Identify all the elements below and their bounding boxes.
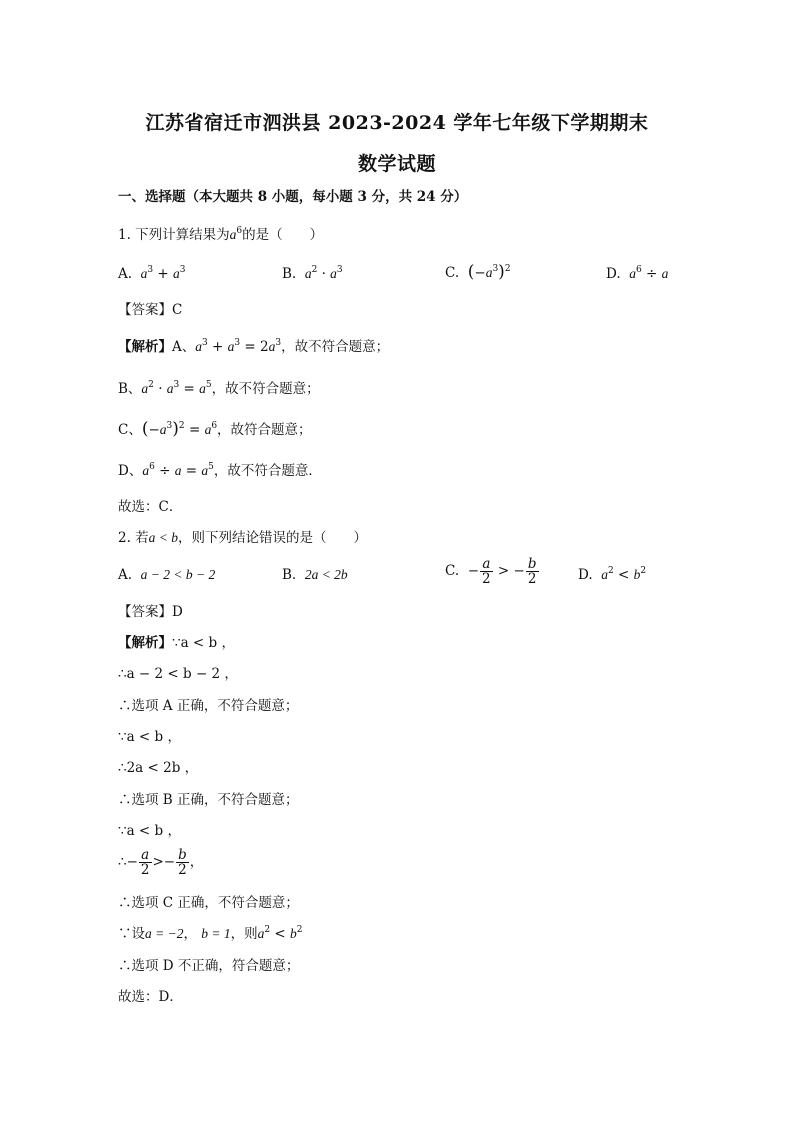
q1-answer: 【答案】C [118, 302, 183, 318]
q2-analysis-line-8: ∴− $\frac{a}{2}$ >− $\frac{b}{2}$ ， [118, 847, 204, 878]
document-subtitle: 数学试题 [357, 153, 436, 175]
q1-analysis-d: D、$a^6 \div a = a^5$，故不符合题意． [118, 462, 322, 479]
q1-analysis-a: 【解析】A、$a^3 + a^3 = 2a^3$，故不符合题意； [118, 338, 390, 355]
q1-analysis-b: B、$a^2 \cdot a^3 = a^5$，故不符合题意； [118, 380, 320, 397]
q1-analysis-c: C、$(-a^3)^2 = a^6$，故符合题意； [118, 419, 312, 439]
q1-conclusion: 故选：C． [118, 499, 183, 515]
document-title: 江苏省宿迁市泗洪县 2023-2024 学年七年级下学期期末 [145, 112, 649, 134]
q1-option-b: B. $a^2 \cdot a^3$ [282, 265, 343, 282]
q2-analysis-line-2: ∴a − 2 < b − 2 ， [118, 666, 238, 682]
q2-analysis-line-7: ∵a < b ， [118, 823, 181, 839]
q2-conclusion: 故选：D． [118, 989, 183, 1005]
section-heading: 一、选择题（本大题共 8 小题，每小题 3 分，共 24 分） [118, 189, 468, 205]
question-2-stem: 2. 若a < b，则下列结论错误的是（ ） [118, 530, 368, 546]
question-1-stem: 1. 下列计算结果为$a^6$的是（ ） [118, 226, 324, 243]
q2-analysis-line-10: ∵设a = −2， b = 1，则$a^2 < b^2$ [118, 925, 303, 942]
q2-option-b: B. 2a < 2b [282, 567, 348, 583]
q1-option-a: A. $a^3 + a^3$ [118, 265, 186, 282]
q2-analysis-line-6: ∴选项 B 正确，不符合题意； [118, 792, 299, 808]
q2-analysis-line-5: ∴2a < 2b ， [118, 760, 199, 776]
q2-analysis-line-3: ∴选项 A 正确，不符合题意； [118, 698, 299, 714]
q2-analysis-line-9: ∴选项 C 正确，不符合题意； [118, 895, 299, 911]
q2-answer: 【答案】D [118, 604, 183, 620]
q2-analysis-line-1: 【解析】∵a < b ， [118, 635, 235, 651]
q2-option-d: D. $a^2 < b^2$ [578, 566, 647, 583]
q1-option-d: D. $a^6 \div a$ [606, 265, 669, 282]
q2-option-a: A. a − 2 < b − 2 [118, 567, 216, 583]
q2-analysis-line-11: ∴选项 D 不正确，符合题意； [118, 958, 300, 974]
q1-option-c: C. $(-a^3)^2$ [445, 262, 511, 282]
q2-analysis-line-4: ∵a < b ， [118, 729, 181, 745]
q2-option-c: C. − $\frac{a}{2}$ > − $\frac{b}{2}$ [445, 556, 537, 587]
